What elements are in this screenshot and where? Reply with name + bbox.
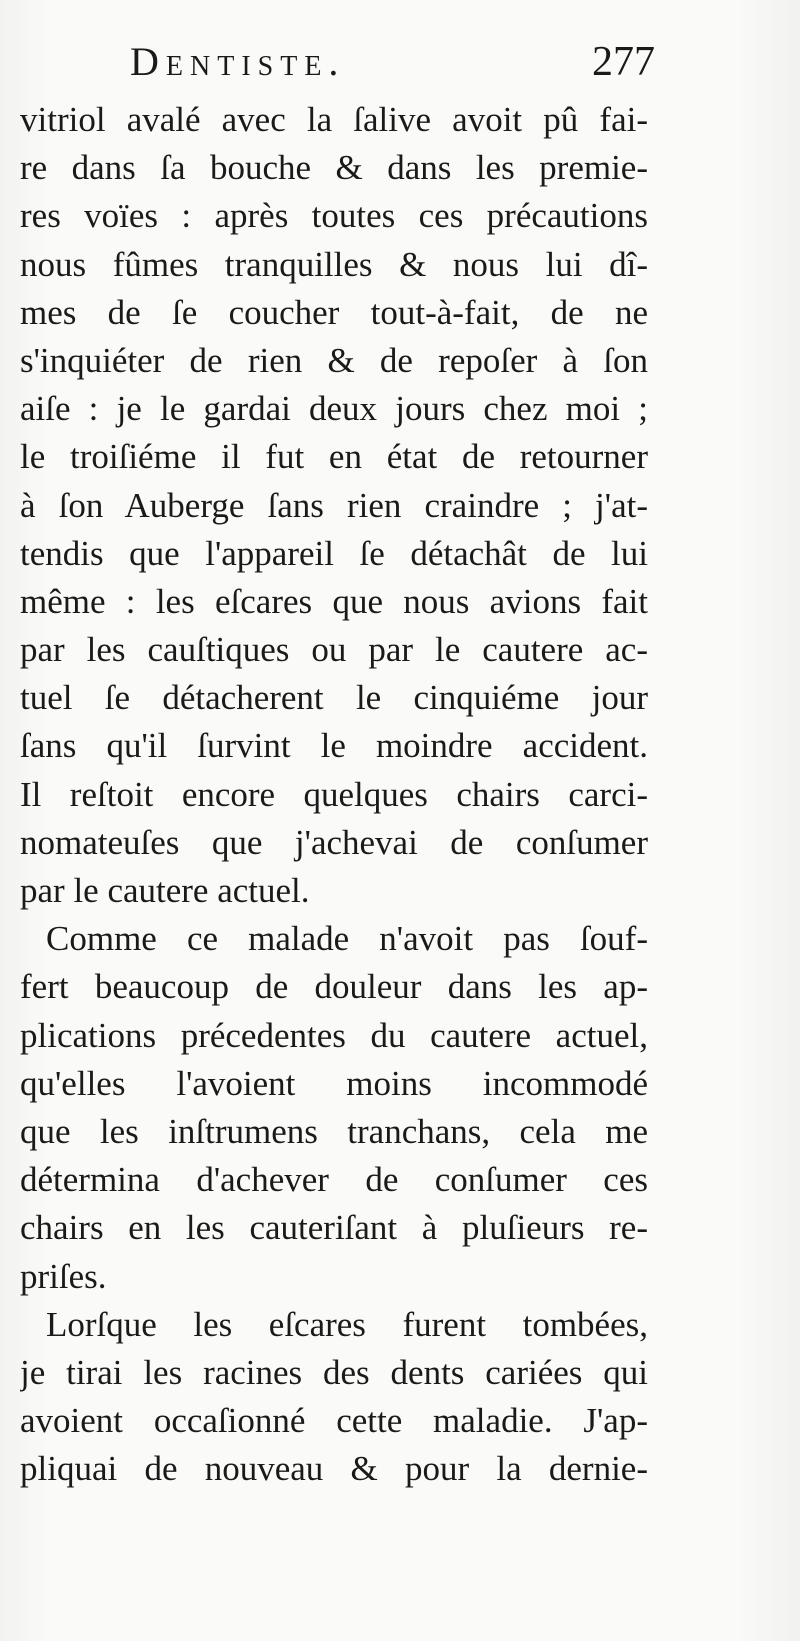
- text-line: par les cauſtiques ou par le cautere ac-: [20, 630, 648, 670]
- text-line: chairs en les cauteriſant à pluſieurs re-: [20, 1208, 648, 1248]
- page-number: 277: [592, 39, 655, 85]
- running-head: Dentiste.: [130, 39, 346, 84]
- text-line: fert beaucoup de douleur dans les ap-: [20, 967, 648, 1007]
- text-line: vitriol avalé avec la ſalive avoit pû fai-: [20, 100, 648, 139]
- text-line: par le cautere actuel.: [20, 871, 310, 910]
- text-line: ſans qu'il ſurvint le moindre accident.: [20, 726, 648, 766]
- text-line: res voïes : après toutes ces précautions: [20, 196, 648, 236]
- paragraph: [20, 96, 648, 915]
- text-line: mes de ſe coucher tout-à-fait, de ne: [20, 292, 648, 332]
- text-line: le troiſiéme il fut en état de retourner: [20, 437, 648, 477]
- text-line: nous fûmes tranquilles & nous lui dî-: [20, 244, 648, 284]
- text-line: tuel ſe détacherent le cinquiéme jour: [20, 678, 648, 718]
- text-line: que les inſtrumens tranchans, cela me: [20, 1111, 648, 1151]
- text-line: priſes.: [20, 1256, 107, 1296]
- text-line: tendis que l'appareil ſe détachât de lui: [20, 533, 648, 573]
- paragraph: [20, 1301, 648, 1494]
- text-line: même : les eſcares que nous avions fait: [20, 581, 648, 621]
- text-line: je tirai les racines des dents cariées qui: [20, 1352, 648, 1392]
- text-line: Lorſque les eſcares furent tombées,: [46, 1304, 648, 1344]
- text-line: avoient occaſionné cette maladie. J'ap-: [20, 1401, 648, 1441]
- text-line: s'inquiéter de rien & de repoſer à ſon: [20, 340, 648, 380]
- text-line: pliquai de nouveau & pour la dernie-: [20, 1449, 648, 1489]
- text-line: détermina d'achever de conſumer ces: [20, 1160, 648, 1200]
- text-line: Comme ce malade n'avoit pas ſouf-: [46, 919, 648, 959]
- text-line: re dans ſa bouche & dans les premie-: [20, 148, 648, 188]
- text-line: à ſon Auberge ſans rien craindre ; j'at-: [20, 485, 648, 525]
- text-line: plications précedentes du cautere actuel,: [20, 1015, 648, 1055]
- paragraph: [20, 915, 648, 1301]
- text-line: aiſe : je le gardai deux jours chez moi ;: [20, 389, 648, 429]
- text-line: qu'elles l'avoient moins incommodé: [20, 1063, 648, 1103]
- text-line: nomateuſes que j'achevai de conſumer: [20, 822, 648, 862]
- body-text: [20, 96, 648, 1493]
- page-header: [130, 38, 655, 88]
- text-line: Il reſtoit encore quelques chairs carci-: [20, 774, 648, 814]
